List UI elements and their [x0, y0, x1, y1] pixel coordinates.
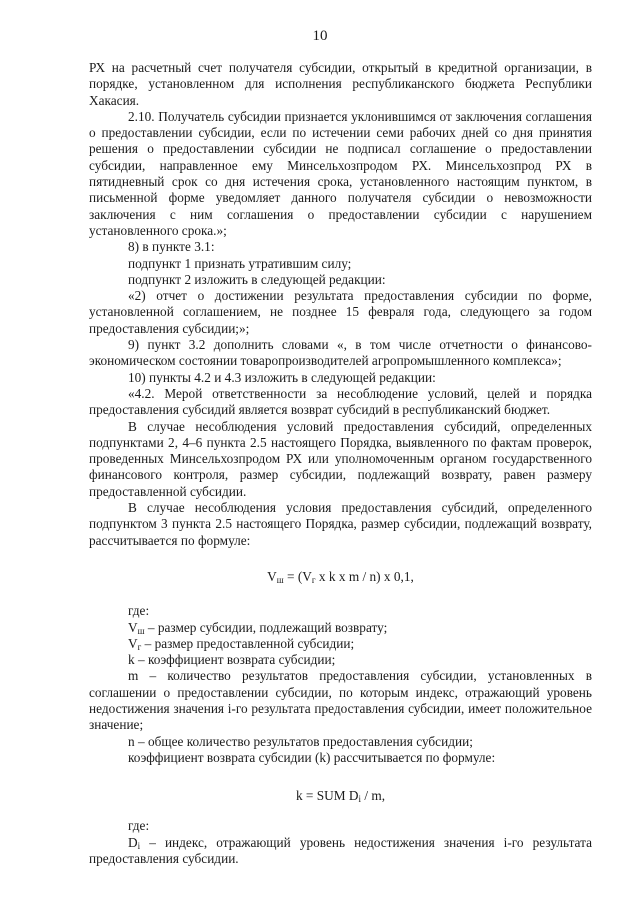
paragraph-item-10: 10) пункты 4.2 и 4.3 изложить в следующей редакции:	[128, 369, 436, 385]
definition-vg: $V_г$ – размер предоставленной субсидии;	[128, 635, 355, 652]
paragraph-item-9: 9) пункт 3.2 дополнить словами «, в том числе отчетности о финансово-экономическом состоянии товаропроизводителей агропромышленного комплекса»;	[89, 337, 592, 369]
definition-n: n – общее количество результатов предоставления субсидии;	[128, 733, 473, 749]
paragraph-report: «2) отчет о достижении результата предоставления субсидии по форме, установленной соглашением, не позднее 15 февраля года, следующего за годом предоставления субсидии;»;	[89, 288, 592, 336]
document-body	[89, 60, 592, 867]
where-label: где:	[128, 603, 150, 619]
paragraph-continuation: РХ на расчетный счет получателя субсидии, открытый в кредитной организации, в порядке, установленном для исполнения республиканского бюджета Республики Хакасия.	[89, 60, 592, 108]
definition-di: $D_i$ – индекс, отражающий уровень недостижения значения i-го результата предоставления субсидии.	[89, 834, 592, 867]
definition-vsh: $V_ш$ – размер субсидии, подлежащий возврату;	[128, 619, 388, 636]
paragraph-subitem-2: подпункт 2 изложить в следующей редакции:	[128, 271, 386, 287]
paragraph-violation-formula: В случае несоблюдения условия предоставления субсидий, определенного подпунктом 3 пункта 2.5 настоящего Порядка, размер субсидии, подлежащий возврату, рассчитывается по формуле:	[89, 500, 592, 548]
definition-k: k – коэффициент возврата субсидии;	[128, 652, 336, 668]
page-number: 10	[312, 28, 328, 44]
formula-coefficient: k = SUM $D_i$ / m,	[295, 788, 386, 805]
paragraph-4-2: «4.2. Мерой ответственности за несоблюдение условий, целей и порядка предоставления субсидий является возврат субсидий в республиканский бюджет.	[89, 385, 592, 418]
k-formula-intro: коэффициент возврата субсидии (k) рассчитывается по формуле:	[128, 749, 496, 765]
paragraph-subitem-1: подпункт 1 признать утратившим силу;	[128, 255, 352, 271]
definition-m: m – количество результатов предоставления субсидии, установленных в соглашении о предоставлении субсидии, по которым индекс, отражающий уровень недостижения значения i-го результата предоставления субсидии, имеет положительное значение;	[89, 668, 592, 733]
paragraph-2-10: 2.10. Получатель субсидии признается уклонившимся от заключения соглашения о предоставлении субсидии, если по истечении семи рабочих дней со дня принятия решения о предоставлении субсидии не подписал соглашение о предоставлении субсидии, направленное ему Минсельхозпродом РХ. Минсельхозпрод РХ в пятидневный срок со дня истечения срока, установленного настоящим пунктом, в письменной форме уведомляет данного получателя субсидии о невозможности заключения с ним соглашения о предоставлении субсидии с нарушением установленного срока.»;	[89, 108, 592, 238]
where-label-2: где:	[128, 818, 150, 834]
formula-refund: $V_ш = (V_г$ x k x m / n) x 0,1,	[267, 568, 414, 585]
paragraph-violation-full: В случае несоблюдения условий предоставления субсидий, определенных подпунктами 2, 4–6 пункта 2.5 настоящего Порядка, выявленного по фактам проверок, проведенных Минсельхозпродом РХ или уполномоченным органом государственного финансового контроля, размер субсидии, подлежащий возврату, равен размеру предоставленной субсидии.	[89, 418, 592, 499]
paragraph-item-8: 8) в пункте 3.1:	[128, 239, 215, 255]
